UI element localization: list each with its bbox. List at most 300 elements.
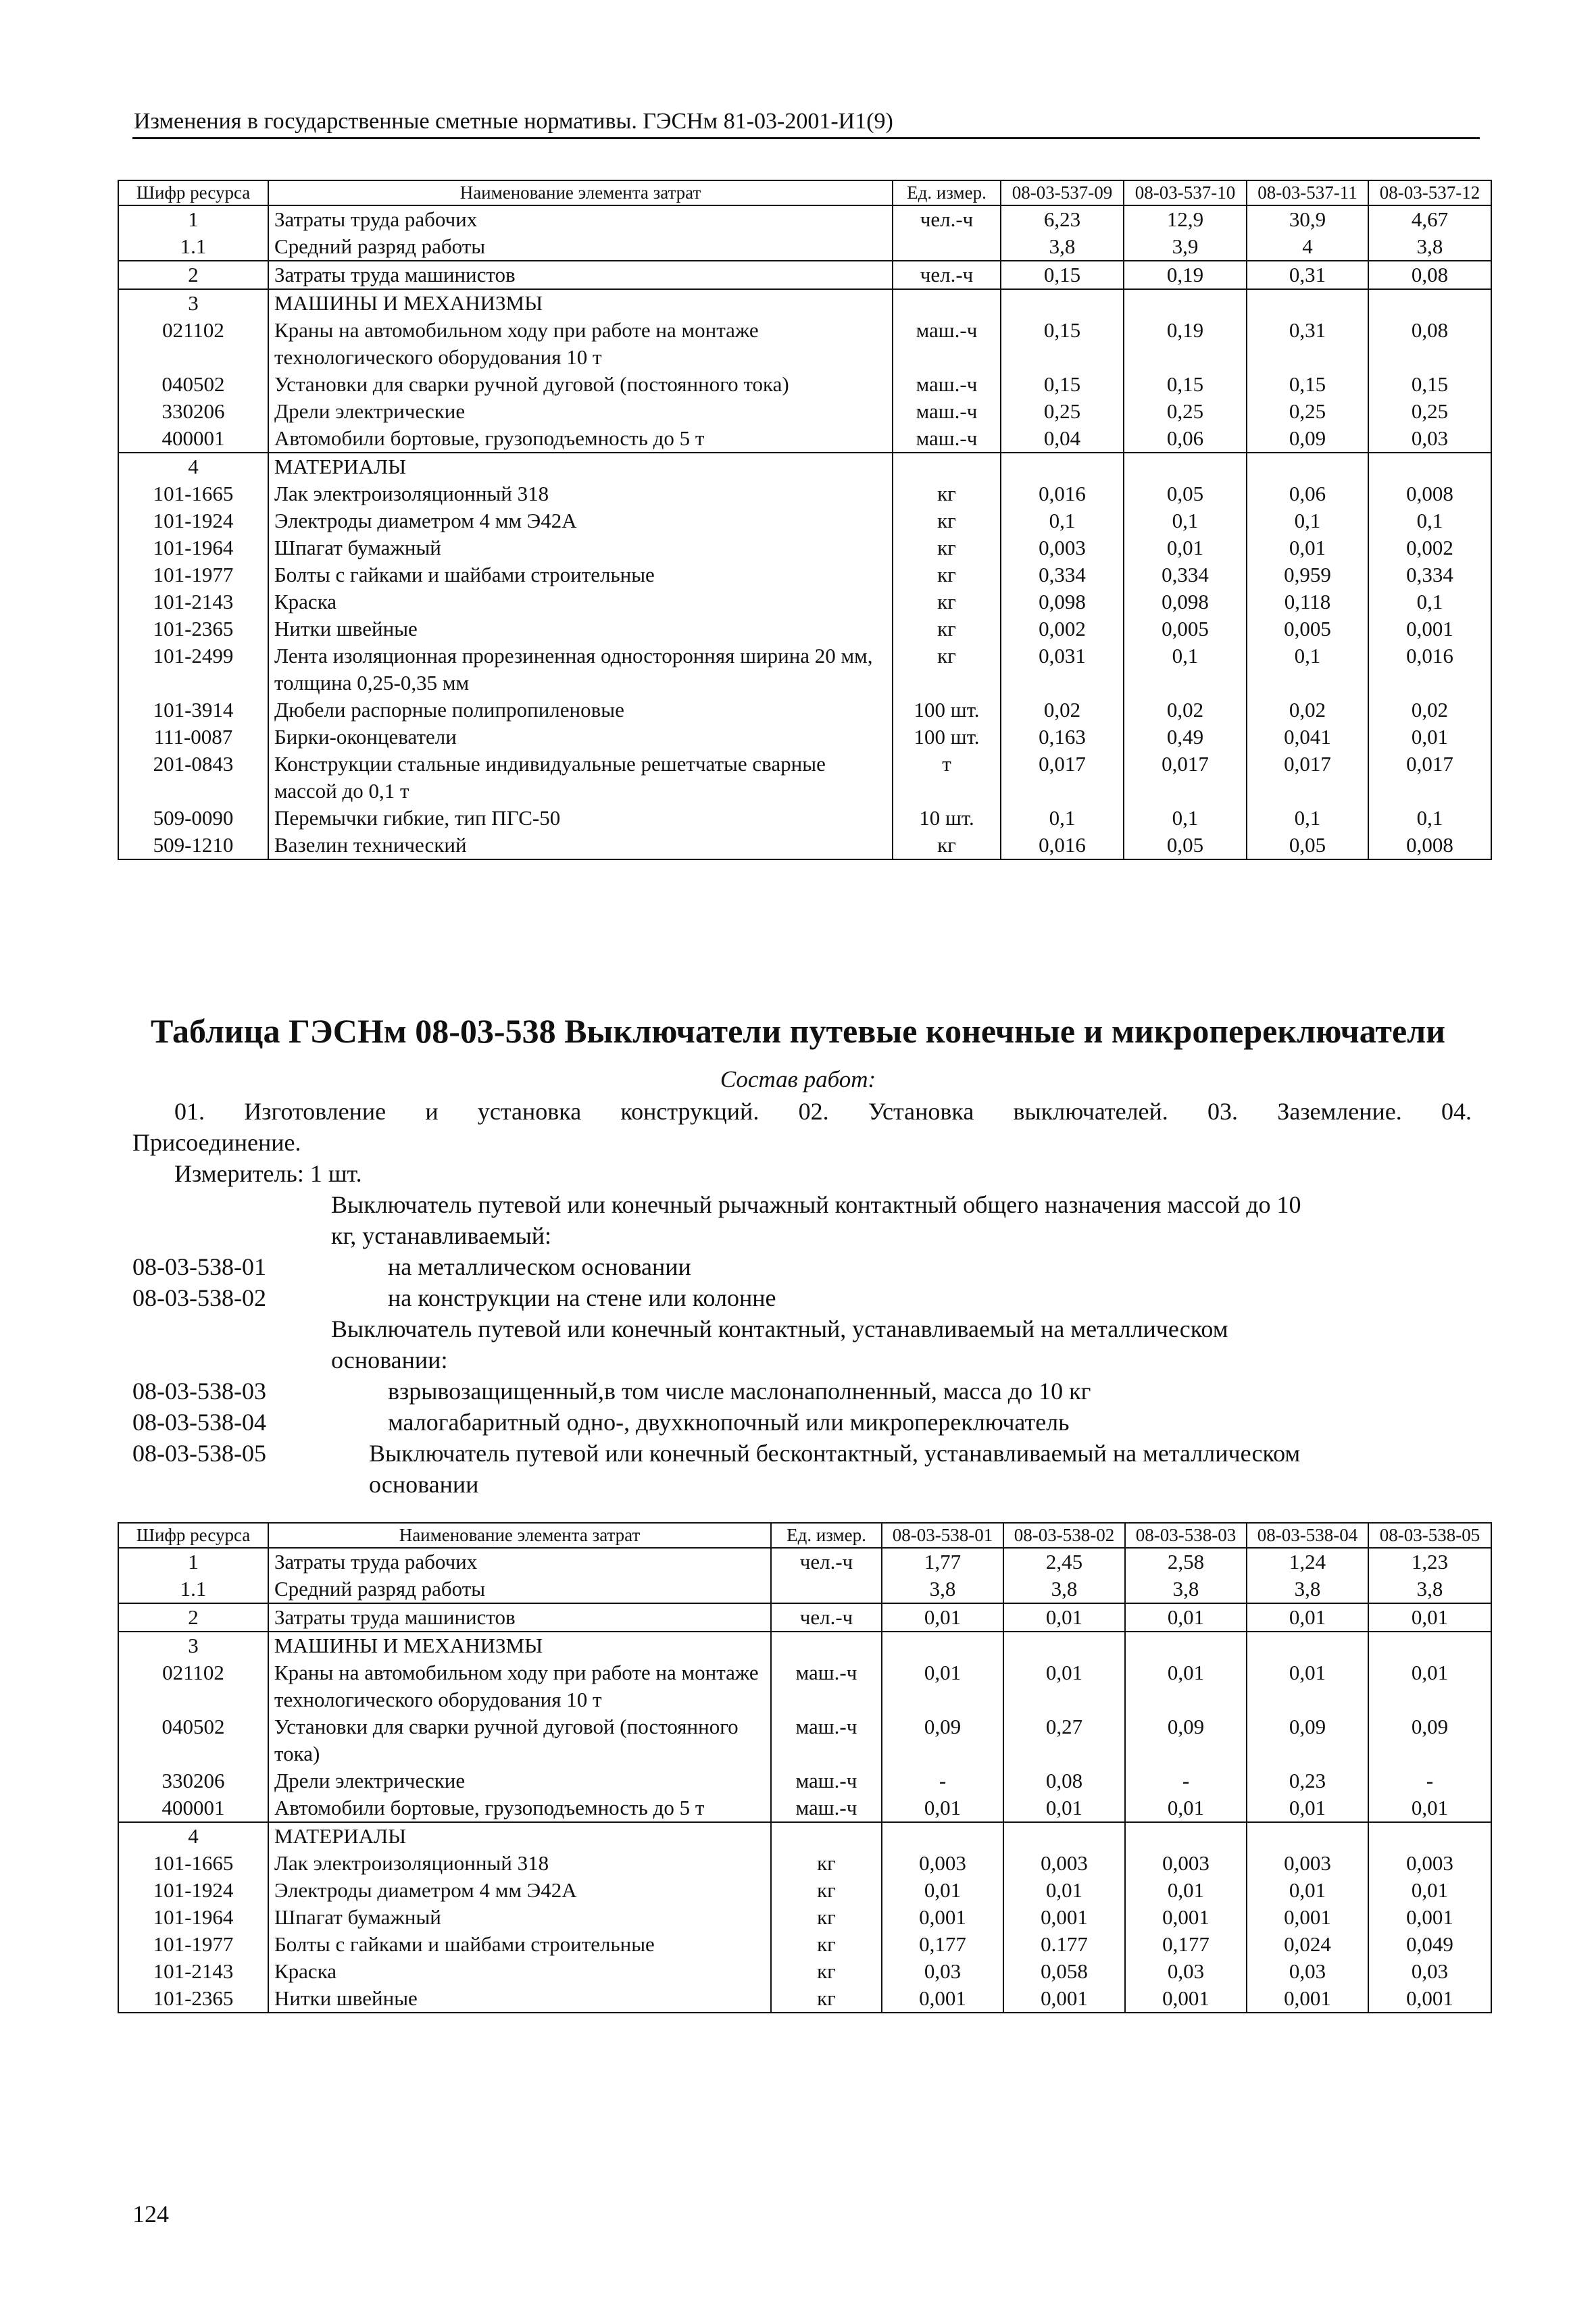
value-cell: 2,45 [1003,1548,1125,1576]
unit-cell: чел.-ч [771,1603,882,1632]
value-cell: 0,177 [1125,1931,1247,1958]
cost-element-cell: Автомобили бортовые, грузоподъемность до 5 т [268,1794,771,1822]
table-row [118,1767,1491,1794]
value-cell: 0,15 [1001,371,1124,398]
resource-code-cell: 040502 [118,1713,268,1767]
value-cell: 0,27 [1003,1713,1125,1767]
value-cell [1001,453,1124,480]
unit-cell: кг [893,561,1001,588]
unit-cell: кг [771,1985,882,2013]
value-cell: 0,01 [1368,1603,1491,1632]
cost-element-cell: Средний разряд работы [268,233,893,261]
unit-cell: кг [893,507,1001,534]
value-cell: 0,01 [1125,1877,1247,1904]
value-cell: 0,334 [1124,561,1247,588]
table-row [118,1985,1491,2013]
resource-code-cell: 4 [118,1822,268,1850]
unit-cell [771,1576,882,1603]
cost-element-cell: Дрели электрические [268,1767,771,1794]
value-cell: 0,03 [1247,1958,1368,1985]
value-cell: 0,003 [1247,1850,1368,1877]
value-cell: 0,001 [1368,615,1491,643]
cost-element-cell: Краны на автомобильном ходу при работе на монтаже технологического оборудования 10 т [268,317,893,371]
cost-element-cell: Болты с гайками и шайбами строительные [268,561,893,588]
resource-code-cell: 1.1 [118,1576,268,1603]
cost-element-cell: Затраты труда рабочих [268,205,893,233]
value-cell: 0,08 [1368,317,1491,371]
work-composition-line: 01. Изготовление и установка конструкций. 02. Установка выключателей. 03. Заземление. 04. [174,1098,1472,1125]
resource-code-cell: 101-2365 [118,1985,268,2013]
resource-code-cell: 400001 [118,1794,268,1822]
unit-cell: 100 шт. [893,724,1001,751]
resource-code-cell: 3 [118,1632,268,1659]
value-cell [1124,453,1247,480]
unit-cell: кг [771,1931,882,1958]
table-row [118,1931,1491,1958]
value-cell: 3,8 [1368,233,1491,261]
value-cell: 0,017 [1368,751,1491,805]
table-row [118,561,1491,588]
cost-element-cell: Вазелин технический [268,832,893,859]
cost-element-cell: Бирки-оконцеватели [268,724,893,751]
value-cell [1125,1632,1247,1659]
value-cell: 0,01 [1368,1794,1491,1822]
value-cell: 4,67 [1368,205,1491,233]
value-cell: 0,06 [1247,480,1368,507]
table-row [118,588,1491,615]
column-header: 08-03-537-09 [1001,180,1124,205]
cost-element-cell: Нитки швейные [268,615,893,643]
cost-element-cell: Установки для сварки ручной дуговой (постоянного тока) [268,371,893,398]
unit-cell: 100 шт. [893,697,1001,724]
value-cell: 0,001 [1003,1904,1125,1931]
value-cell: 0,001 [1247,1985,1368,2013]
value-cell: 3,8 [1368,1576,1491,1603]
value-cell [1003,1822,1125,1850]
table-row [118,1632,1491,1659]
value-cell: 0,1 [1247,507,1368,534]
value-cell: 0,08 [1003,1767,1125,1794]
value-cell: 4 [1247,233,1368,261]
unit-cell: маш.-ч [771,1713,882,1767]
unit-cell: кг [893,832,1001,859]
value-cell [1124,289,1247,317]
value-cell: 0,09 [1247,425,1368,453]
value-cell: - [1368,1767,1491,1794]
value-cell [1368,289,1491,317]
unit-cell [893,453,1001,480]
value-cell: 3,8 [1247,1576,1368,1603]
resource-code-cell: 101-1964 [118,1904,268,1931]
value-cell: 0,058 [1003,1958,1125,1985]
table-row [118,1850,1491,1877]
value-cell: 3,8 [1003,1576,1125,1603]
resource-code-cell: 101-1665 [118,1850,268,1877]
cost-element-cell: Болты с гайками и шайбами строительные [268,1931,771,1958]
table-row [118,724,1491,751]
value-cell: 0,001 [882,1904,1003,1931]
value-cell: 0,05 [1124,832,1247,859]
unit-cell: маш.-ч [771,1659,882,1713]
unit-cell [771,1822,882,1850]
value-cell: 0,005 [1124,615,1247,643]
cost-element-cell: МАШИНЫ И МЕХАНИЗМЫ [268,289,893,317]
resource-code-cell: 101-1977 [118,561,268,588]
unit-cell: т [893,751,1001,805]
cost-element-cell: Средний разряд работы [268,1576,771,1603]
column-header: Наименование элемента затрат [268,1523,771,1548]
column-header: Ед. измер. [771,1523,882,1548]
resource-code-cell: 2 [118,261,268,289]
unit-cell: кг [771,1877,882,1904]
cost-element-cell: Электроды диаметром 4 мм Э42А [268,1877,771,1904]
resource-code-cell: 101-1924 [118,1877,268,1904]
cost-element-cell: Затраты труда рабочих [268,1548,771,1576]
value-cell: 0,177 [882,1931,1003,1958]
cost-element-cell: Краны на автомобильном ходу при работе на монтаже технологического оборудования 10 т [268,1659,771,1713]
table-row [118,643,1491,697]
value-cell: 0,01 [1247,1659,1368,1713]
table-row [118,507,1491,534]
unit-cell: кг [893,643,1001,697]
norm-code: 08-03-538-05 [132,1440,266,1467]
norm-group-text: Выключатель путевой или конечный контактный, устанавливаемый на металлическом [331,1315,1228,1342]
unit-cell: кг [771,1850,882,1877]
value-cell: 0,03 [1368,1958,1491,1985]
cost-element-cell: Перемычки гибкие, тип ПГС-50 [268,805,893,832]
table-row [118,751,1491,805]
value-cell: 0,05 [1247,832,1368,859]
table-row [118,317,1491,371]
cost-element-cell: Электроды диаметром 4 мм Э42А [268,507,893,534]
table-row [118,453,1491,480]
value-cell: 0,005 [1247,615,1368,643]
table-row [118,697,1491,724]
value-cell: 0,05 [1124,480,1247,507]
unit-cell: чел.-ч [771,1548,882,1576]
value-cell: 0,01 [1125,1603,1247,1632]
value-cell: 0,001 [882,1985,1003,2013]
norm-code: 08-03-538-03 [132,1378,266,1405]
value-cell: 0,001 [1125,1985,1247,2013]
value-cell [1247,289,1368,317]
value-cell [1368,1822,1491,1850]
value-cell: 0,016 [1001,480,1124,507]
unit-cell: маш.-ч [893,317,1001,371]
value-cell: 0,02 [1368,697,1491,724]
cost-element-cell: Дюбели распорные полипропиленовые [268,697,893,724]
measure-unit: Измеритель: 1 шт. [174,1160,362,1187]
cost-element-cell: Краска [268,588,893,615]
value-cell: 0,959 [1247,561,1368,588]
value-cell: 0,02 [1001,697,1124,724]
table-row [118,1659,1491,1713]
table-row [118,1576,1491,1603]
value-cell: 0,098 [1124,588,1247,615]
value-cell: 0,049 [1368,1931,1491,1958]
resource-code-cell: 101-2499 [118,643,268,697]
value-cell [1247,1822,1368,1850]
resource-code-cell: 101-1977 [118,1931,268,1958]
value-cell: 0,25 [1368,398,1491,425]
value-cell: 0,1 [1368,507,1491,534]
header-rule [132,137,1480,139]
value-cell: 0,008 [1368,832,1491,859]
norm-code: 08-03-538-02 [132,1284,266,1311]
value-cell: 0,003 [1001,534,1124,561]
value-cell: 2,58 [1125,1548,1247,1576]
cost-element-cell: Дрели электрические [268,398,893,425]
work-composition-line: Присоединение. [132,1129,301,1156]
value-cell: 0,31 [1247,261,1368,289]
norm-description: на металлическом основании [388,1253,691,1280]
unit-cell: 10 шт. [893,805,1001,832]
value-cell [1125,1822,1247,1850]
table-row [118,1877,1491,1904]
table-row [118,832,1491,859]
resource-code-cell: 111-0087 [118,724,268,751]
value-cell: 0,001 [1003,1985,1125,2013]
table-row [118,534,1491,561]
value-cell: 1,77 [882,1548,1003,1576]
value-cell: 0,1 [1001,507,1124,534]
column-header: 08-03-538-03 [1125,1523,1247,1548]
cost-element-cell: МАТЕРИАЛЫ [268,1822,771,1850]
value-cell: 0,31 [1247,317,1368,371]
table-row [118,289,1491,317]
unit-cell: маш.-ч [893,425,1001,453]
cost-element-cell: МАШИНЫ И МЕХАНИЗМЫ [268,1632,771,1659]
section-title: Таблица ГЭСНм 08-03-538 Выключатели путевые конечные и микропереключатели [150,1012,1446,1050]
table-row [118,480,1491,507]
unit-cell: кг [771,1958,882,1985]
resource-code-cell: 1 [118,1548,268,1576]
value-cell: 12,9 [1124,205,1247,233]
value-cell: 3,8 [1001,233,1124,261]
value-cell: 0,01 [1368,724,1491,751]
column-header: Ед. измер. [893,180,1001,205]
value-cell: 0,15 [1001,261,1124,289]
value-cell: 0,334 [1368,561,1491,588]
resource-code-cell: 101-1964 [118,534,268,561]
table-row [118,261,1491,289]
value-cell: 0,02 [1124,697,1247,724]
unit-cell [893,289,1001,317]
value-cell: 0,01 [1247,1603,1368,1632]
column-header: 08-03-538-04 [1247,1523,1368,1548]
value-cell [1247,453,1368,480]
resource-code-cell: 1 [118,205,268,233]
column-header: 08-03-537-10 [1124,180,1247,205]
value-cell: 0,25 [1124,398,1247,425]
table-row [118,1548,1491,1576]
value-cell: 0,017 [1124,751,1247,805]
resource-code-cell: 101-1665 [118,480,268,507]
value-cell: 0,024 [1247,1931,1368,1958]
value-cell: 0,01 [882,1603,1003,1632]
value-cell: 0,016 [1368,643,1491,697]
value-cell: 0,001 [1247,1904,1368,1931]
resource-code-cell: 509-0090 [118,805,268,832]
value-cell: 0,08 [1368,261,1491,289]
table-row [118,398,1491,425]
unit-cell: маш.-ч [893,371,1001,398]
resource-code-cell: 040502 [118,371,268,398]
value-cell: 0,03 [1368,425,1491,453]
value-cell: 0,15 [1124,371,1247,398]
table-row [118,233,1491,261]
table-row [118,1794,1491,1822]
table-row [118,805,1491,832]
value-cell: 0,118 [1247,588,1368,615]
cost-element-cell: Затраты труда машинистов [268,1603,771,1632]
table-row [118,1904,1491,1931]
cost-element-cell: Затраты труда машинистов [268,261,893,289]
cost-element-cell: Шпагат бумажный [268,1904,771,1931]
value-cell: 0,01 [1003,1659,1125,1713]
norm-group-text: Выключатель путевой или конечный рычажный контактный общего назначения массой до 10 [331,1191,1301,1218]
value-cell: 1,23 [1368,1548,1491,1576]
value-cell [1001,289,1124,317]
value-cell: 0,1 [1001,805,1124,832]
value-cell: 0,02 [1247,697,1368,724]
value-cell: 0,017 [1001,751,1124,805]
value-cell: 0,003 [1003,1850,1125,1877]
resource-code-cell: 1.1 [118,233,268,261]
table-row [118,205,1491,233]
unit-cell: маш.-ч [771,1794,882,1822]
column-header: 08-03-537-12 [1368,180,1491,205]
value-cell: 0,01 [1124,534,1247,561]
resource-code-cell: 101-1924 [118,507,268,534]
resource-code-cell: 509-1210 [118,832,268,859]
norms-table-537 [118,180,1492,860]
value-cell: 0,15 [1247,371,1368,398]
table-header-row [118,1523,1491,1548]
value-cell: 0,19 [1124,261,1247,289]
column-header: 08-03-537-11 [1247,180,1368,205]
value-cell: 0.177 [1003,1931,1125,1958]
value-cell: 0,016 [1001,832,1124,859]
value-cell: 0,01 [1003,1877,1125,1904]
value-cell: 0,23 [1247,1767,1368,1794]
value-cell: 3,8 [1125,1576,1247,1603]
resource-code-cell: 4 [118,453,268,480]
value-cell: 0,49 [1124,724,1247,751]
unit-cell: кг [893,588,1001,615]
cost-element-cell: Установки для сварки ручной дуговой (постоянного тока) [268,1713,771,1767]
work-composition-heading: Состав работ: [720,1066,876,1092]
cost-element-cell: Лак электроизоляционный 318 [268,1850,771,1877]
value-cell: 0,01 [1247,1877,1368,1904]
value-cell: 0,008 [1368,480,1491,507]
value-cell: 0,002 [1368,534,1491,561]
value-cell: 0,1 [1124,805,1247,832]
table-row [118,1822,1491,1850]
value-cell: 0,001 [1368,1985,1491,2013]
value-cell [882,1822,1003,1850]
value-cell: 0,01 [1003,1794,1125,1822]
unit-cell: кг [893,534,1001,561]
value-cell: 0,031 [1001,643,1124,697]
resource-code-cell: 101-3914 [118,697,268,724]
cost-element-cell: Автомобили бортовые, грузоподъемность до 5 т [268,425,893,453]
value-cell: 0,19 [1124,317,1247,371]
unit-cell: маш.-ч [771,1767,882,1794]
column-header: Наименование элемента затрат [268,180,893,205]
value-cell: 0,25 [1001,398,1124,425]
resource-code-cell: 3 [118,289,268,317]
norms-table-538 [118,1522,1492,2013]
value-cell: 0,1 [1368,588,1491,615]
value-cell: 0,001 [1125,1904,1247,1931]
unit-cell: кг [893,615,1001,643]
value-cell: 0,01 [882,1794,1003,1822]
value-cell: 0,01 [1125,1794,1247,1822]
value-cell: 0,01 [1247,534,1368,561]
table-row [118,1603,1491,1632]
value-cell: 0,098 [1001,588,1124,615]
norm-group-text: кг, устанавливаемый: [331,1222,552,1249]
value-cell: 0,003 [882,1850,1003,1877]
value-cell: 1,24 [1247,1548,1368,1576]
value-cell: 0,09 [1125,1713,1247,1767]
unit-cell: чел.-ч [893,261,1001,289]
unit-cell [771,1632,882,1659]
value-cell [1003,1632,1125,1659]
value-cell: 0,1 [1247,643,1368,697]
value-cell [1247,1632,1368,1659]
value-cell: 0,1 [1368,805,1491,832]
value-cell: 0,002 [1001,615,1124,643]
value-cell: 0,09 [1368,1713,1491,1767]
value-cell: 0,003 [1125,1850,1247,1877]
resource-code-cell: 330206 [118,398,268,425]
unit-cell: маш.-ч [893,398,1001,425]
value-cell: 0,06 [1124,425,1247,453]
cost-element-cell: Лак электроизоляционный 318 [268,480,893,507]
cost-element-cell: Шпагат бумажный [268,534,893,561]
value-cell: 6,23 [1001,205,1124,233]
table-row [118,1958,1491,1985]
cost-element-cell: МАТЕРИАЛЫ [268,453,893,480]
value-cell: 0,03 [1125,1958,1247,1985]
value-cell [882,1632,1003,1659]
cost-element-cell: Лента изоляционная прорезиненная односторонняя ширина 20 мм, толщина 0,25-0,35 мм [268,643,893,697]
value-cell: 0,1 [1124,643,1247,697]
running-header: Изменения в государственные сметные нормативы. ГЭСНм 81-03-2001-И1(9) [134,109,893,134]
norm-description: на конструкции на стене или колонне [388,1284,776,1311]
value-cell: 0,01 [1003,1603,1125,1632]
table-row [118,425,1491,453]
value-cell: 30,9 [1247,205,1368,233]
resource-code-cell: 201-0843 [118,751,268,805]
column-header: 08-03-538-01 [882,1523,1003,1548]
unit-cell: чел.-ч [893,205,1001,233]
value-cell: 0,041 [1247,724,1368,751]
resource-code-cell: 2 [118,1603,268,1632]
cost-element-cell: Конструкции стальные индивидуальные решетчатые сварные массой до 0,1 т [268,751,893,805]
page-number: 124 [132,2200,169,2228]
value-cell: 0,334 [1001,561,1124,588]
value-cell: 3,8 [882,1576,1003,1603]
column-header: Шифр ресурса [118,180,268,205]
value-cell: 0,01 [882,1659,1003,1713]
value-cell: 0,15 [1001,317,1124,371]
norm-description: основании [369,1471,479,1498]
column-header: Шифр ресурса [118,1523,268,1548]
value-cell: 0,01 [882,1877,1003,1904]
